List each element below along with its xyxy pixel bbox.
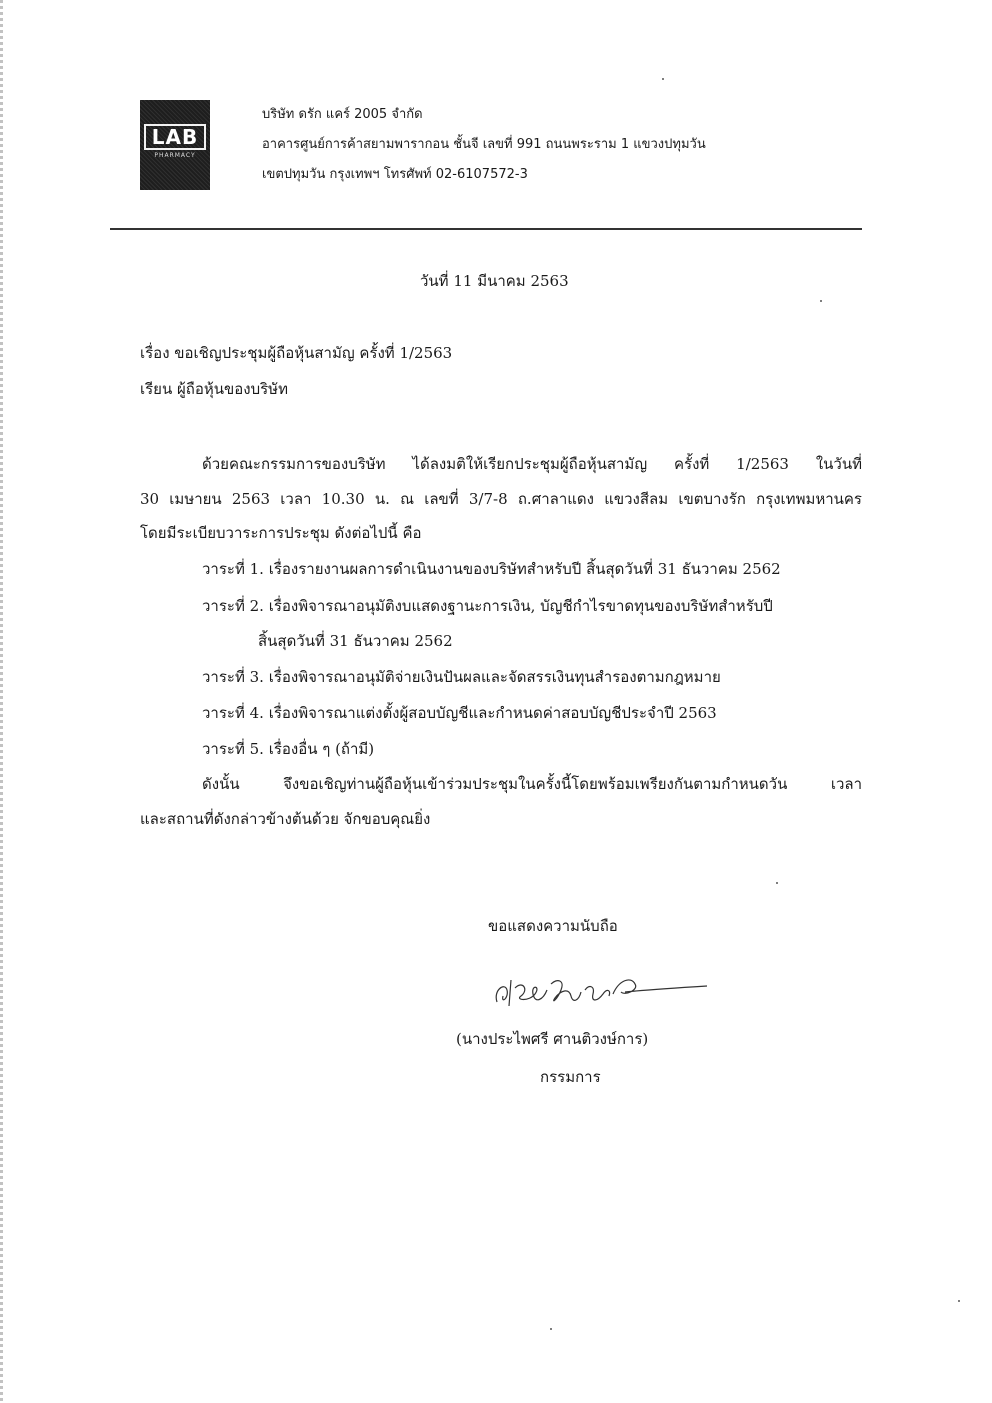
body-line-2: 30 เมษายน 2563 เวลา 10.30 น. ณ เลขที่ 3/7-8 ถ.ศาลาแดง แขวงสีลม เขตบางรัก กรุงเทพมหานคร bbox=[140, 490, 862, 508]
scan-speck bbox=[550, 1328, 552, 1330]
regards-text: ขอแสดงความนับถือ bbox=[488, 917, 618, 935]
agenda-item-3: วาระที่ 3. เรื่องพิจารณาอนุมัติจ่ายเงินปันผลและจัดสรรเงินทุนสำรองตามกฎหมาย bbox=[202, 668, 721, 686]
agenda-item-5: วาระที่ 5. เรื่องอื่น ๆ (ถ้ามี) bbox=[202, 740, 375, 758]
agenda-item-4: วาระที่ 4. เรื่องพิจารณาแต่งตั้งผู้สอบบัญชีและกำหนดค่าสอบบัญชีประจำปี 2563 bbox=[202, 704, 717, 722]
body-line-1: ด้วยคณะกรรมการของบริษัท ได้ลงมติให้เรียกประชุมผู้ถือหุ้นสามัญ ครั้งที่ 1/2563 ในวันที่ bbox=[202, 455, 862, 473]
company-logo bbox=[140, 100, 210, 190]
company-name: บริษัท ดรัก แคร์ 2005 จำกัด bbox=[262, 107, 423, 122]
company-address-line2: เขตปทุมวัน กรุงเทพฯ โทรศัพท์ 02-6107572-3 bbox=[262, 167, 528, 182]
company-header bbox=[262, 100, 706, 190]
handwritten-signature bbox=[485, 960, 710, 1020]
letter-recipient: เรียน ผู้ถือหุ้นของบริษัท bbox=[140, 380, 288, 398]
logo-lab-text: LAB bbox=[144, 124, 206, 150]
scan-speck bbox=[662, 78, 664, 80]
header-divider bbox=[110, 228, 862, 230]
agenda-item-1: วาระที่ 1. เรื่องรายงานผลการดำเนินงานของบริษัทสำหรับปี สิ้นสุดวันที่ 31 ธันวาคม 2562 bbox=[202, 560, 781, 578]
body-line-3: โดยมีระเบียบวาระการประชุม ดังต่อไปนี้ คือ bbox=[140, 524, 422, 542]
signer-name: (นางประไพศรี ศานติวงษ์การ) bbox=[456, 1030, 649, 1048]
agenda-item-2: วาระที่ 2. เรื่องพิจารณาอนุมัติงบแสดงฐานะการเงิน, บัญชีกำไรขาดทุนของบริษัทสำหรับปี bbox=[202, 597, 773, 615]
agenda-item-2-continued: สิ้นสุดวันที่ 31 ธันวาคม 2562 bbox=[258, 632, 453, 650]
scan-speck bbox=[958, 1300, 960, 1302]
closing-line-2: และสถานที่ดังกล่าวข้างต้นด้วย จักขอบคุณยิ่ง bbox=[140, 810, 431, 828]
closing-line-1: ดังนั้น จึงขอเชิญท่านผู้ถือหุ้นเข้าร่วมประชุมในครั้งนี้โดยพร้อมเพรียงกันตามกำหนดวัน เวลา bbox=[202, 775, 862, 793]
company-address-line1: อาคารศูนย์การค้าสยามพารากอน ชั้นจี เลขที่ 991 ถนนพระราม 1 แขวงปทุมวัน bbox=[262, 137, 706, 152]
signer-title: กรรมการ bbox=[540, 1068, 601, 1086]
scan-speck bbox=[820, 300, 822, 302]
letter-date: วันที่ 11 มีนาคม 2563 bbox=[420, 272, 569, 290]
scan-edge bbox=[0, 0, 3, 1403]
logo-sub-text: PHARMACY bbox=[154, 152, 196, 159]
scan-speck bbox=[776, 882, 778, 884]
letter-subject: เรื่อง ขอเชิญประชุมผู้ถือหุ้นสามัญ ครั้งที่ 1/2563 bbox=[140, 344, 453, 362]
